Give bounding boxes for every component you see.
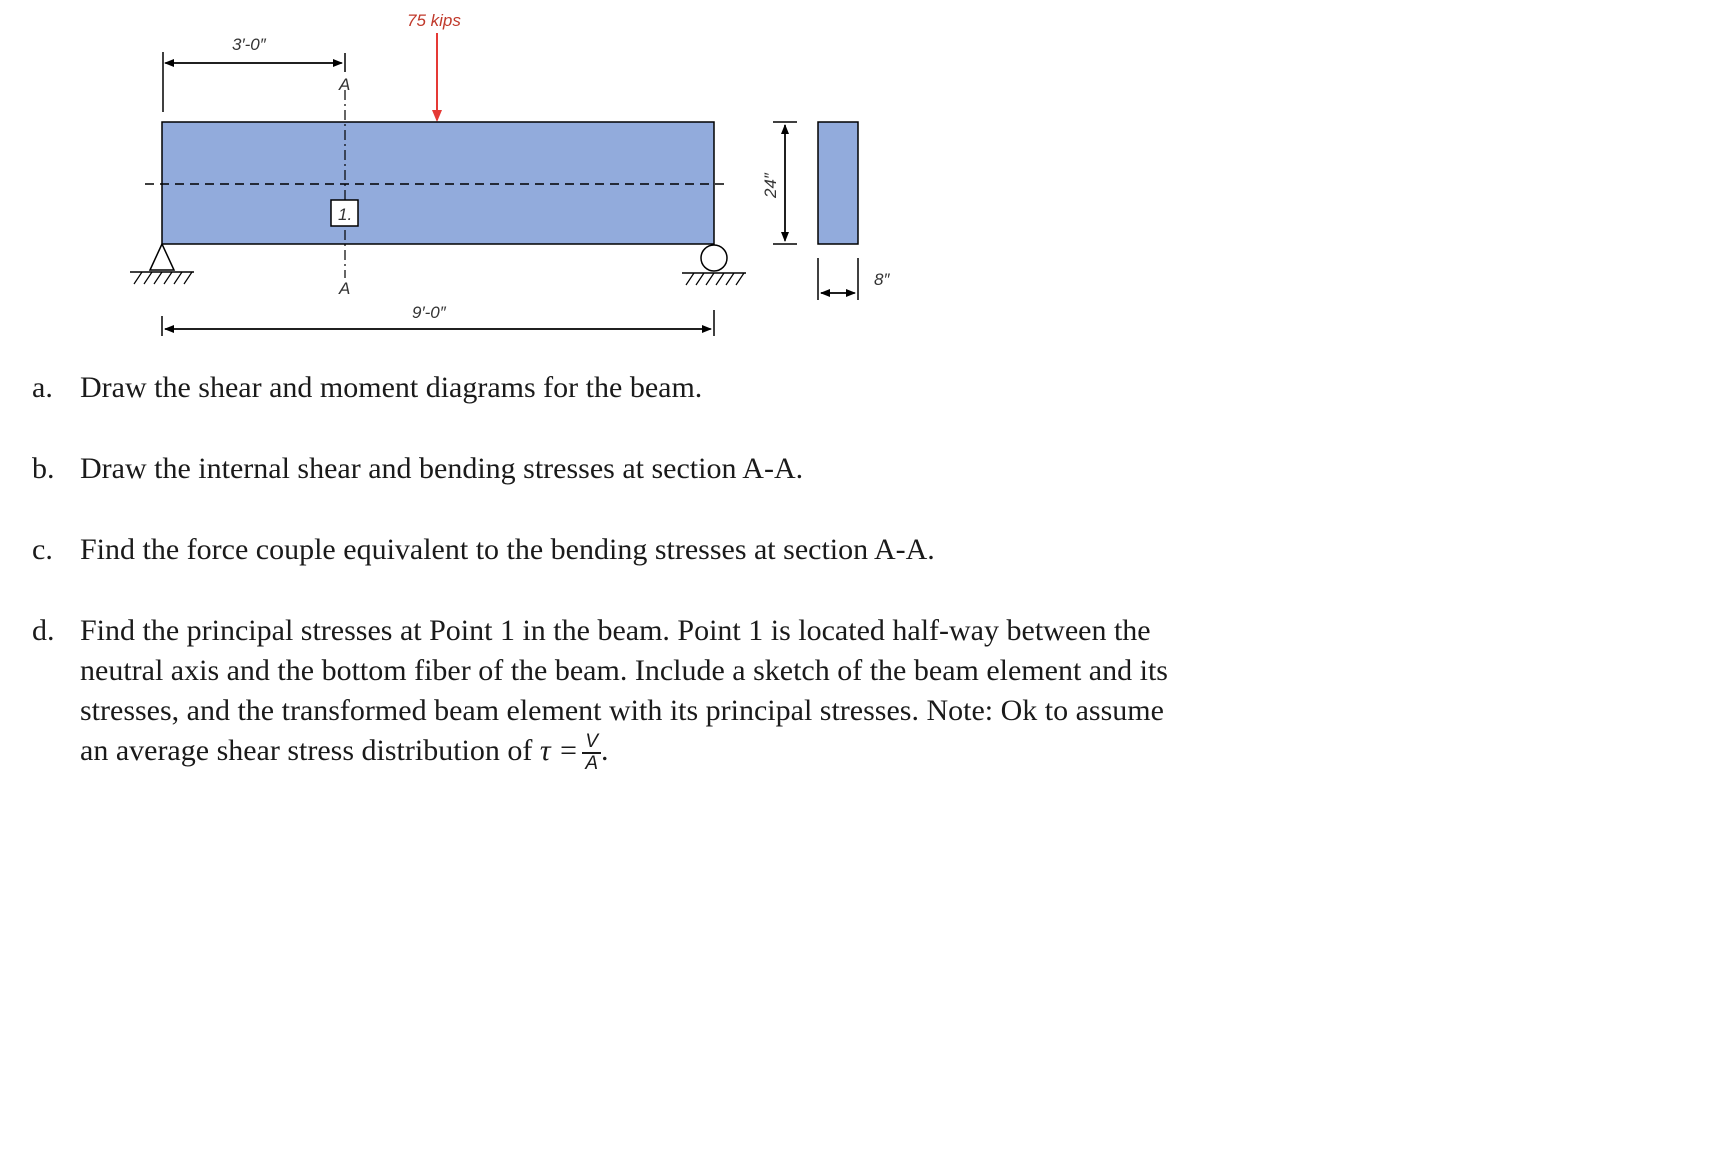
section-bottom-label: A <box>339 279 351 298</box>
point-1-label: 1. <box>338 205 353 224</box>
cross-section <box>818 122 858 244</box>
beam-figure <box>0 0 1728 360</box>
question-list <box>32 368 1192 815</box>
roller-support-icon <box>682 245 746 285</box>
load-label: 75 kips <box>407 11 461 30</box>
question-a <box>32 368 1192 408</box>
question-c <box>32 530 1192 570</box>
section-top-label: A <box>339 75 351 94</box>
question-text: Find the force couple equivalent to the bending stresses at section A-A. <box>80 533 935 566</box>
question-body <box>80 611 1192 774</box>
width-label: 8″ <box>874 270 890 289</box>
formula-prefix: τ = <box>539 734 579 767</box>
height-label: 24″ <box>761 173 780 198</box>
left-dim-label: 3′-0″ <box>232 35 266 54</box>
pin-support-icon <box>130 244 194 284</box>
question-letter: a. <box>32 371 53 404</box>
question-letter: d. <box>32 614 55 647</box>
question-text: Draw the shear and moment diagrams for the beam. <box>80 371 703 404</box>
question-d <box>32 611 1192 774</box>
formula-denominator: A <box>585 753 599 775</box>
question-text: Find the principal stresses at Point 1 in the beam. Point 1 is located half-way between the neutral axis and the bottom fiber of the beam. Include a sketch of the beam element and its stresses, and the transformed beam element with its principal stresses. Note: Ok to assume an average shear stress distribution of <box>80 614 1168 767</box>
question-b <box>32 449 1192 489</box>
formula-suffix: . <box>601 734 609 767</box>
question-text: Draw the internal shear and bending stresses at section A-A. <box>80 452 804 485</box>
span-label: 9′-0″ <box>412 303 446 322</box>
beam <box>162 122 714 244</box>
question-letter: c. <box>32 533 53 566</box>
shear-formula-fraction <box>582 732 601 774</box>
formula-numerator: V <box>582 732 601 754</box>
question-letter: b. <box>32 452 55 485</box>
